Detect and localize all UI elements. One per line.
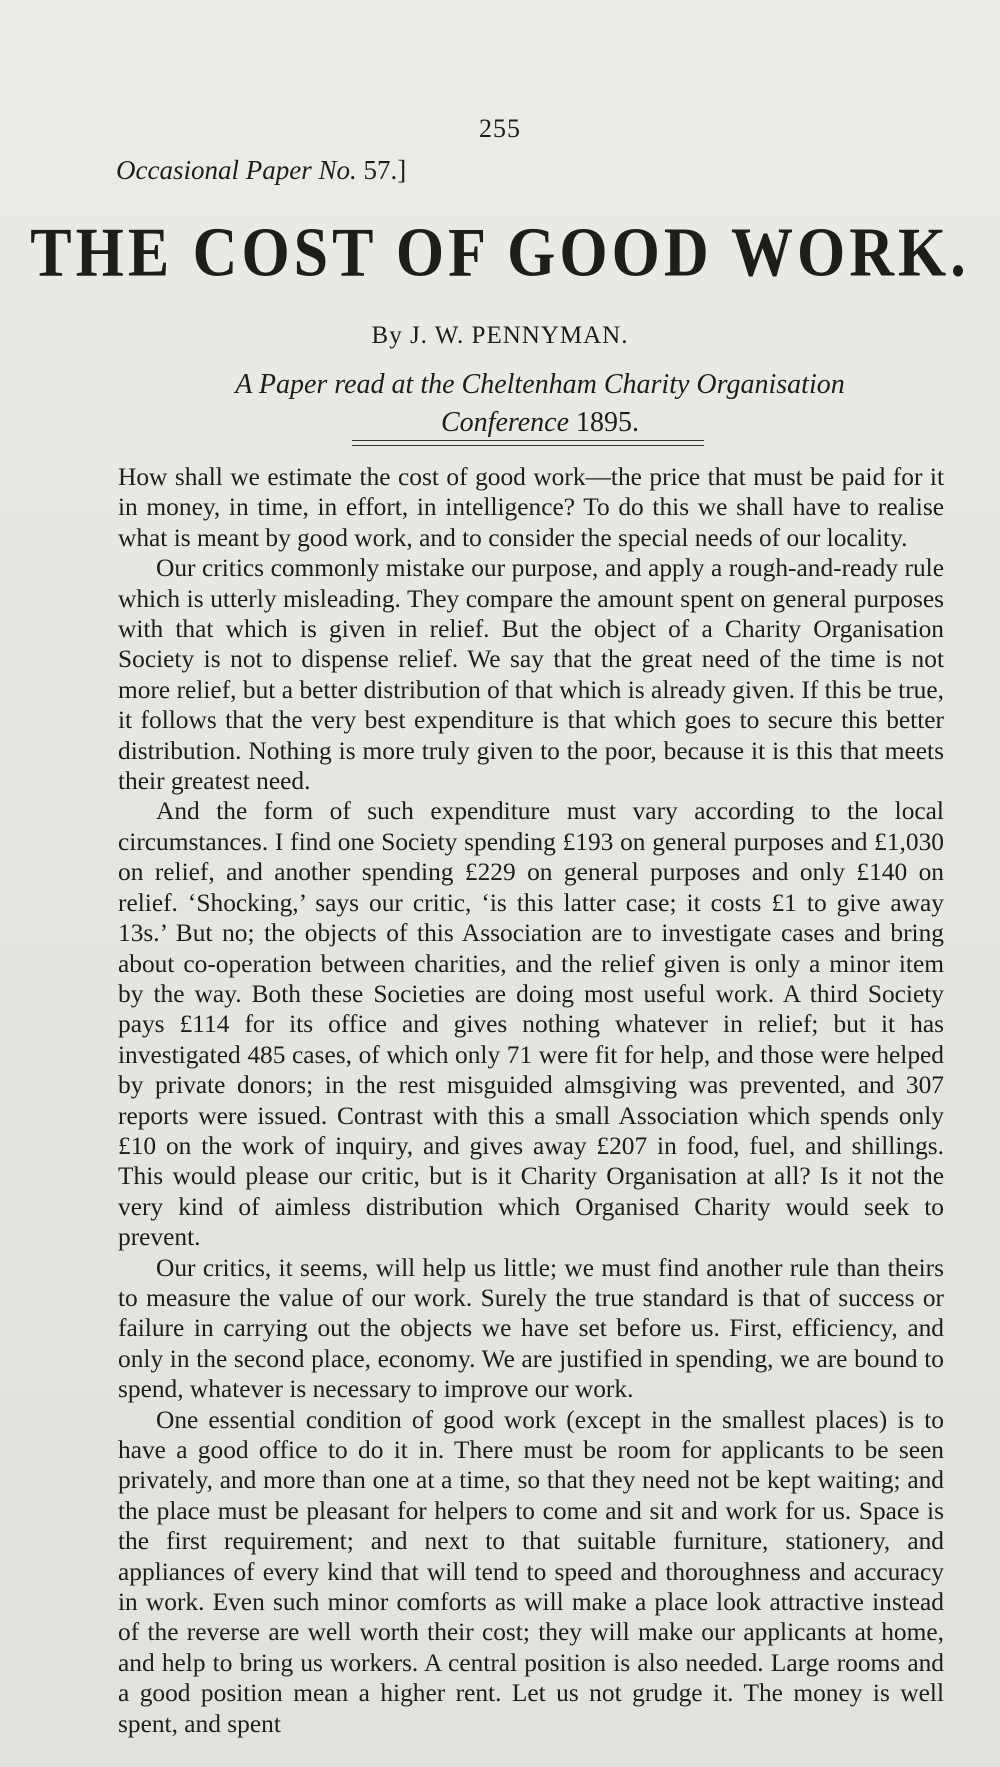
series-label-text: Occasional Paper No. — [116, 155, 357, 185]
author-byline: By J. W. PENNYMAN. — [371, 322, 629, 349]
subtitle — [180, 366, 900, 442]
paragraph: Our critics, it seems, will help us little; we must find another rule than theirs to measure the value of our work. Surely the true standard is that of success or failure in carrying out the objects we have set before us. First, efficiency, and only in the second place, economy. We are justified in spending, we are bound to spend, whatever is necessary to improve our work. — [118, 1253, 944, 1404]
series-label — [116, 155, 406, 186]
paragraph: And the form of such expenditure must vary according to the local circumstances. I find one Society spending £193 on general purposes and £1,030 on relief, and another spending £229 on general purposes and only £140 on relief. ‘Shocking,’ says our critic, ‘is this latter case; it costs £1 to give away 13s.’ But no; the objects of this Association are to investigate cases and bring about co-operation between charities, and the relief given is only a minor item by the way. Both these Societies are doing most useful work. A third Society pays £114 for its office and gives nothing whatever in relief; but it has investigated 485 cases, of which only 71 were fit for help, and those were helped by private donors; in the rest misguided almsgiving was prevented, and 307 reports were issued. Contrast with this a small Association which spends only £10 on the work of inquiry, and gives away £207 in food, fuel, and shillings. This would please our critic, but is it Charity Organisation at all? Is it not the very kind of aimless distribution which Organised Charity would seek to prevent. — [118, 797, 944, 1252]
paragraph: How shall we estimate the cost of good work—the price that must be paid for it in money, in time, in effort, in intelligence? To do this we shall have to realise what is meant by good work, and to consider the special needs of our locality. — [118, 463, 944, 552]
subtitle-text: A Paper read at the Cheltenham Charity Organisation Conference — [235, 369, 845, 438]
series-number: 57.] — [363, 155, 407, 185]
subtitle-year: 1895. — [576, 407, 640, 438]
page-number: 255 — [479, 114, 521, 143]
page-title: THE COST OF GOOD WORK. — [30, 214, 970, 292]
paragraph: Our critics commonly mistake our purpose, and apply a rough-and-ready rule which is utterly misleading. They compare the amount spent on general purposes with that which is given in relief. But the object of a Charity Organisation Society is not to dispense relief. We say that the great need of the time is not more relief, but a better distribution of that which is already given. If this be true, it follows that the very best expenditure is that which goes to secure this better distribution. Nothing is more truly given to the poor, because it is this that meets their greatest need. — [118, 554, 944, 796]
paragraph: One essential condition of good work (except in the smallest places) is to have a good office to do it in. There must be room for applicants to be seen privately, and more than one at a time, so that they need not be kept waiting; and the place must be pleasant for helpers to come and sit and work for us. Space is the first requirement; and next to that suitable furniture, stationery, and appliances of every kind that will tend to speed and thoroughness and accuracy in work. Even such minor comforts as will make a place look attractive instead of the reverse are well worth their cost; they will make our applicants at home, and help to bring us workers. A central position is also needed. Large rooms and a good position mean a higher rent. Let us not grudge it. The money is well spent, and spent — [118, 1405, 944, 1738]
body-text — [118, 462, 944, 1739]
title-rule-divider — [352, 440, 704, 446]
